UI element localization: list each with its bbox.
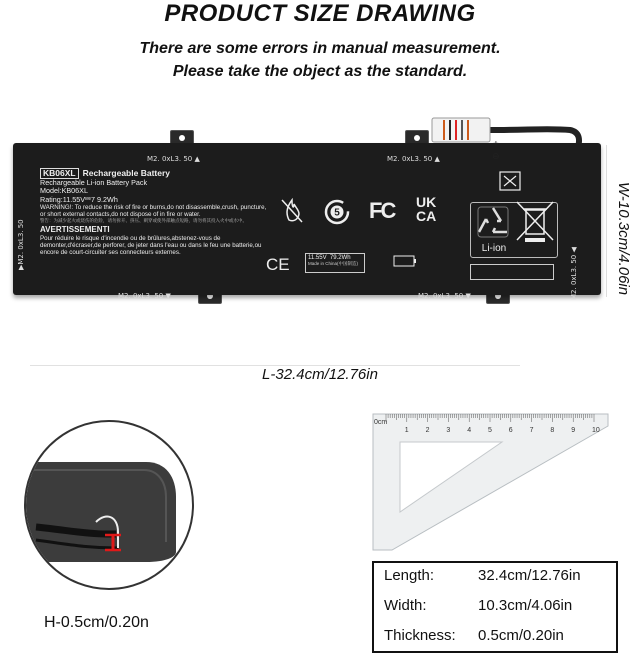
spec-voltage: 11.55V — [308, 255, 327, 261]
height-dimension-label: H-0.5cm/0.20n — [44, 614, 149, 631]
label-avert-text: Pour réduire le risque d'incendie ou de brûlures,abstenez-vous de demonter,d'écraser,de perforer, de jeter dans l'eau ou dans le feu une batterie,ou encore de court-circuiter ses connecteurs externes. — [40, 234, 262, 256]
screw-label-bottom-right: M2. 0xL3. 50 ▼ — [418, 292, 471, 300]
spec-row-length — [384, 567, 614, 584]
minus-terminal: ⊖ — [492, 151, 500, 161]
barcode-area — [470, 264, 554, 280]
spec-row-width — [384, 597, 614, 614]
measurement-note-line-1: There are some errors in manual measurement. — [139, 40, 501, 57]
label-title: Rechargeable Battery — [82, 168, 170, 178]
plus-terminal: + — [493, 139, 499, 150]
battery-label-text — [40, 168, 276, 256]
rohs-number: 5 — [334, 207, 340, 219]
spec-key: Length: — [384, 567, 435, 584]
ukca-bottom: CA — [416, 208, 437, 224]
spec-made-in: Made in China(中国制造) — [308, 261, 359, 266]
label-rating: Rating:11.55V⎃7 9.2Wh — [40, 194, 118, 204]
label-chinese-warning: 警告：为减少起火或烧伤的危险，请勿拆开、挤压、刺穿或使外部触点短路，请勿将其投入火中或水中。 — [40, 218, 247, 224]
ruler-tick-label: 8 — [550, 427, 555, 434]
spec-key: Thickness: — [384, 627, 456, 644]
label-warning: WARNING!: To reduce the risk of fire or burns,do not disassemble,crush, puncture, or short external contacts,do not dispose of in fire or water. — [40, 204, 267, 219]
fc-mark: FC — [369, 198, 395, 223]
spec-wh: 79.2Wh — [329, 255, 351, 261]
ruler-tick-label: 5 — [488, 427, 492, 434]
spec-value: 0.5cm/0.20in — [478, 627, 564, 644]
battery-edge-closeup — [26, 422, 194, 590]
ruler-tick-label: 9 — [571, 427, 576, 434]
spec-value: 32.4cm/12.76in — [478, 567, 581, 584]
screw-label-top-right: M2. 0xL3. 50 ▲ — [387, 155, 440, 163]
length-dimension-label: L-32.4cm/12.76in — [262, 366, 378, 383]
model-box: KB06XL — [40, 168, 79, 179]
screw-label-bottom-left: M2. 0xL3. 50 ▼ — [118, 292, 171, 300]
li-ion-text: Li-ion — [481, 243, 507, 254]
ruler-tick-label: 3 — [446, 427, 451, 434]
triangle-ruler — [372, 412, 612, 552]
no-fire-icon — [280, 198, 304, 224]
ruler-tick-label: 7 — [529, 427, 534, 434]
spec-row-thickness — [384, 627, 614, 644]
width-dimension-line — [606, 145, 607, 297]
width-dimension-label: W-10.3cm/4.06in — [615, 182, 632, 296]
ruler-unit: 0cm — [374, 419, 388, 426]
spec-value: 10.3cm/4.06in — [478, 597, 573, 614]
label-subtitle: Rechargeable Li-ion Battery Pack — [40, 177, 148, 187]
ukca-top: UK — [416, 194, 437, 210]
ruler-tick-label: 4 — [467, 427, 472, 434]
label-avert-title: AVERTISSEMENTI — [40, 224, 110, 234]
spec-table — [372, 561, 618, 653]
page-title: PRODUCT SIZE DRAWING — [164, 0, 476, 27]
screw-label-top-left: M2. 0xL3. 50 ▲ — [147, 155, 200, 163]
spec-key: Width: — [384, 597, 427, 614]
recycle-icon — [475, 204, 511, 240]
label-model: Model:KB06XL — [40, 186, 88, 196]
ruler-tick-label: 10 — [592, 427, 600, 434]
battery-icon — [393, 255, 417, 267]
ukca-mark — [416, 195, 436, 223]
rohs-5-icon — [323, 198, 351, 226]
ce-mark: CE — [266, 255, 290, 274]
spec-box — [305, 253, 365, 273]
cell-stack-icon — [498, 170, 522, 192]
weee-bin-icon — [515, 200, 555, 244]
screw-label-right: M2. 0xL3. 50 ◀ — [570, 247, 578, 300]
measurement-note-line-2: Please take the object as the standard. — [172, 63, 468, 80]
ruler-tick-label: 2 — [425, 427, 430, 434]
thickness-zoom-view — [24, 420, 194, 590]
ruler-tick-label: 1 — [404, 427, 409, 434]
screw-label-left: ▶M2. 0xL3. 50 — [17, 219, 25, 270]
ruler-tick-label: 6 — [508, 427, 513, 434]
